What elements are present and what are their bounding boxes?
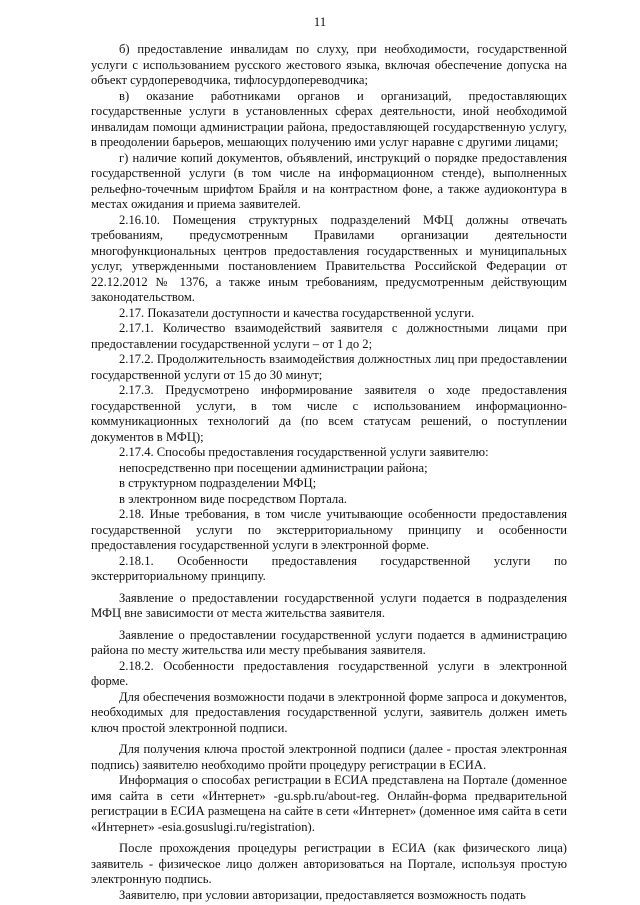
body-text	[91, 42, 567, 903]
paragraph: 2.17.3. Предусмотрено информирование заявителя о ходе предоставления государственной услуги, в том числе с использованием информационно-коммуникационных технологий да (по всем статусам решений, о поступлении документов в МФЦ);	[91, 383, 567, 444]
paragraph: 2.18.1. Особенности предоставления государственной услуги по экстерриториальному принципу.	[91, 553, 567, 583]
paragraph: Для получения ключа простой электронной подписи (далее - простая электронная подпись) заявителю необходимо пройти процедуру регистрации в ЕСИА.	[91, 742, 567, 772]
paragraph: Заявление о предоставлении государственной услуги подается в подразделения МФЦ вне зависимости от места жительства заявителя.	[91, 590, 567, 620]
paragraph: 2.17.2. Продолжительность взаимодействия должностных лиц при предоставлении государственной услуги от 15 до 30 минут;	[91, 352, 567, 382]
paragraph: непосредственно при посещении администрации района;	[119, 460, 428, 475]
paragraph: После прохождения процедуры регистрации в ЕСИА (как физического лица) заявитель - физическое лицо должен авторизоваться на Портале, используя простую электронную подпись.	[91, 841, 567, 886]
paragraph: 2.18. Иные требования, в том числе учитывающие особенности предоставления государственной услуги по экстерриториальному принципу и особенности предоставления государственной услуги в электронной форме.	[91, 507, 567, 552]
paragraph: в структурном подразделении МФЦ;	[119, 476, 317, 490]
paragraph: Информация о способах регистрации в ЕСИА представлена на Портале (доменное имя сайта в сети «Интернет» -gu.spb.ru/about-reg. Онлайн-форма предварительной регистрации в ЕСИА размещена на сайте в сети «Интернет» (доменное имя сайта в сети «Интернет» -esia.gosuslugi.ru/registration).	[91, 773, 567, 834]
paragraph: в) оказание работниками органов и организаций, предоставляющих государственные услуги в установленных сферах деятельности, иной необходимой инвалидам помощи администрации района, предоставляющей государственную услугу, в преодолении барьеров, мешающих получению ими услуг наравне с другими лицами;	[91, 88, 567, 149]
paragraph: Для обеспечения возможности подачи в электронной форме запроса и документов, необходимых для предоставления государственной услуги, заявитель должен иметь ключ простой электронной подписи.	[91, 689, 567, 735]
paragraph: 2.17. Показатели доступности и качества государственной услуги.	[119, 305, 475, 320]
paragraph: 2.17.1. Количество взаимодействий заявителя с должностными лицами при предоставлении государственной услуги – от 1 до 2;	[91, 321, 567, 351]
paragraph: Заявление о предоставлении государственной услуги подается в администрацию района по месту жительства или месту пребывания заявителя.	[91, 627, 567, 657]
paragraph: 2.17.4. Способы предоставления государственной услуги заявителю:	[119, 445, 489, 459]
paragraph: г) наличие копий документов, объявлений, инструкций о порядке предоставления государственной услуги (в том числе на информационном стенде), выполненных рельефно-точечным шрифтом Брайля и на контрастном фоне, а также аудиоконтура в местах ожидания и приема заявителей.	[91, 150, 567, 211]
paragraph: 2.16.10. Помещения структурных подразделений МФЦ должны отвечать требованиям, предусмотренным Правилами организации деятельности многофункциональных центров предоставления государственных и муниципальных услуг, утвержденными постановлением Правительства Российской Федерации от 22.12.2012 № 1376, а также иным требованиям, предусмотренным действующим законодательством.	[91, 212, 567, 304]
paragraph: 2.18.2. Особенности предоставления государственной услуги в электронной форме.	[91, 658, 567, 688]
page-number: 11	[313, 14, 327, 29]
paragraph: б) предоставление инвалидам по слуху, при необходимости, государственной услуги с использованием русского жестового языка, включая обеспечение допуска на объект сурдопереводчика, тифлосурдопереводчика;	[91, 42, 567, 87]
paragraph: в электронном виде посредством Портала.	[119, 491, 347, 506]
paragraph: Заявителю, при условии авторизации, предоставляется возможность подать	[119, 887, 526, 902]
